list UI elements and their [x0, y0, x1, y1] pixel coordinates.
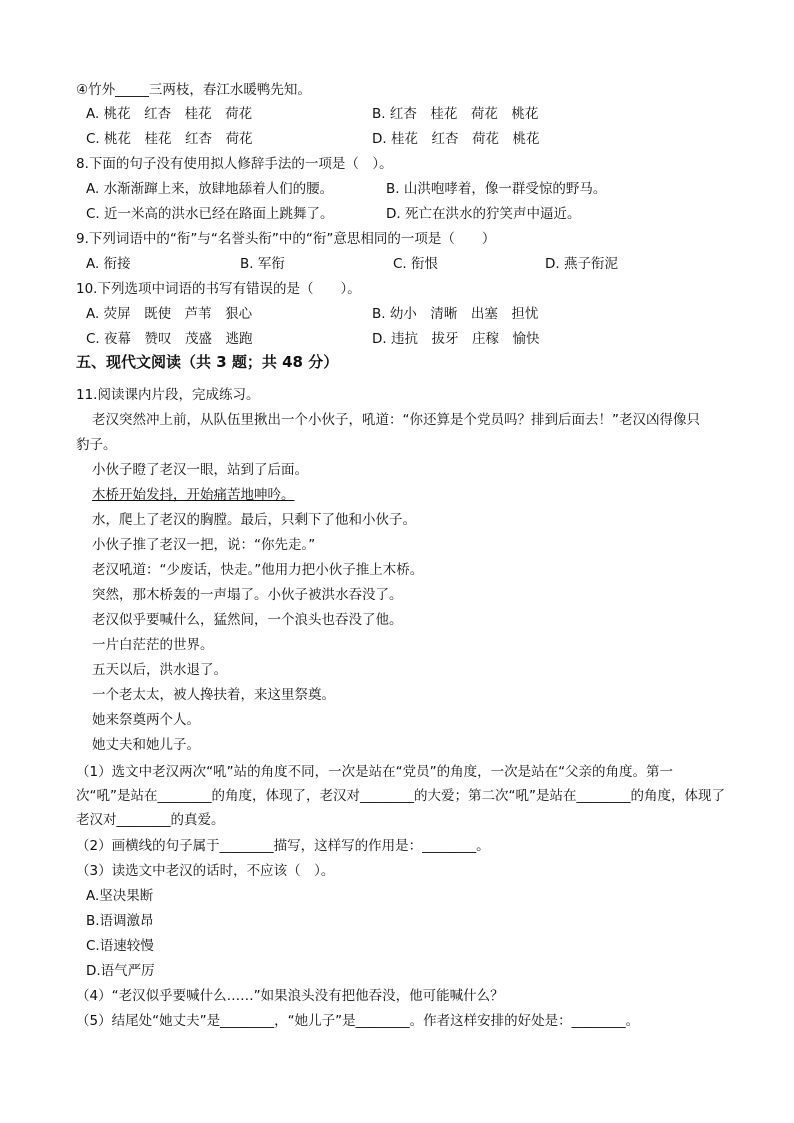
passage-line: 五天以后，洪水退了。 [92, 662, 227, 678]
q8-option-b: B. 山洪咆哮着，像一群受惊的野马。 [386, 181, 607, 197]
q9-option-b: B. 军衔 [240, 256, 285, 272]
passage-line: 突然，那木桥轰的一声塌了。小伙子被洪水吞没了。 [92, 587, 403, 603]
passage-line: 水，爬上了老汉的胸膛。最后，只剩下了他和小伙子。 [92, 512, 416, 528]
passage-line: 小伙子瞪了老汉一眼，站到了后面。 [92, 462, 308, 478]
q9-stem: 9.下列词语中的“衔”与“名誉头衔”中的“衔”意思相同的一项是（ ） [76, 231, 496, 247]
q11-sub3-option-d: D.语气严厉 [86, 963, 155, 979]
passage-line: 老汉似乎要喊什么，猛然间，一个浪头也吞没了他。 [92, 612, 403, 628]
q8-option-c: C. 近一米高的洪水已经在路面上跳舞了。 [86, 206, 334, 222]
q8-option-a: A. 水渐渐蹿上来，放肆地舔着人们的腰。 [86, 181, 334, 197]
q7-option-a: A. 桃花 红杏 桂花 荷花 [86, 106, 253, 122]
q11-sub2: （2）画横线的句子属于________描写，这样写的作用是：________。 [76, 838, 490, 854]
passage-line: 豹子。 [76, 437, 117, 453]
q10-option-a: A. 荧屏 既使 芦苇 狠心 [86, 306, 253, 322]
q10-option-c: C. 夜幕 赞叹 茂盛 逃跑 [86, 331, 253, 347]
q7-option-c: C. 桃花 桂花 红杏 荷花 [86, 131, 253, 147]
q7-option-d: D. 桂花 红杏 荷花 桃花 [372, 131, 540, 147]
q11-sub3: （3）读选文中老汉的话时，不应该（ ）。 [76, 863, 335, 879]
passage-line: 老汉突然冲上前，从队伍里揪出一个小伙子，吼道：“你还算是个党员吗？排到后面去！”老汉凶得像只 [92, 412, 700, 428]
q11-stem: 11.阅读课内片段，完成练习。 [76, 387, 260, 403]
passage-line: 一个老太太，被人搀扶着，来这里祭奠。 [92, 687, 335, 703]
passage-line: 老汉吼道：“少废话，快走。”他用力把小伙子推上木桥。 [92, 562, 424, 578]
q10-option-d: D. 违抗 拔牙 庄稼 愉快 [372, 331, 540, 347]
q8-stem: 8.下面的句子没有使用拟人修辞手法的一项是（ ）。 [76, 156, 393, 172]
passage-line: 小伙子推了老汉一把，说：“你先走。” [92, 537, 316, 553]
q10-stem: 10.下列选项中词语的书写有错误的是（ ）。 [76, 281, 361, 297]
q11-sub3-option-a: A.坚决果断 [86, 888, 154, 904]
q9-option-c: C. 衔恨 [393, 256, 439, 272]
passage-line: 一片白茫茫的世界。 [92, 637, 214, 653]
passage-line: 她来祭奠两个人。 [92, 712, 200, 728]
section-heading: 五、现代文阅读（共 3 题；共 48 分） [76, 353, 339, 371]
q7-stem: ④竹外_____三两枝，春江水暖鸭先知。 [76, 82, 311, 98]
q8-option-d: D. 死亡在洪水的狞笑声中逼近。 [386, 206, 581, 222]
q11-sub3-option-c: C.语速较慢 [86, 938, 154, 954]
q9-option-a: A. 衔接 [86, 256, 131, 272]
q9-option-d: D. 燕子衔泥 [545, 256, 618, 272]
q11-sub4: （4）“老汉似乎要喊什么……”如果浪头没有把他吞没，他可能喊什么？ [76, 988, 504, 1004]
q11-sub1: （1）选文中老汉两次“吼”站的角度不同，一次是站在“党员”的角度，一次是站在“父亲的角度。第一次“吼”是站在________的角度，体现了，老汉对________的大爱；第二次“吼”是站在________的角度，体现了老汉对________的真爱。 [76, 764, 725, 828]
passage-underlined-sentence: 木桥开始发抖，开始痛苦地呻吟。 [92, 487, 295, 503]
q11-sub3-option-b: B.语调激昂 [86, 913, 154, 929]
q7-option-b: B. 红杏 桂花 荷花 桃花 [372, 106, 539, 122]
q11-sub5: （5）结尾处“她丈夫”是________，“她儿子”是________。作者这样安排的好处是：________。 [76, 1013, 640, 1029]
q10-option-b: B. 幼小 清晰 出塞 担忧 [372, 306, 539, 322]
passage-line: 她丈夫和她儿子。 [92, 737, 200, 753]
